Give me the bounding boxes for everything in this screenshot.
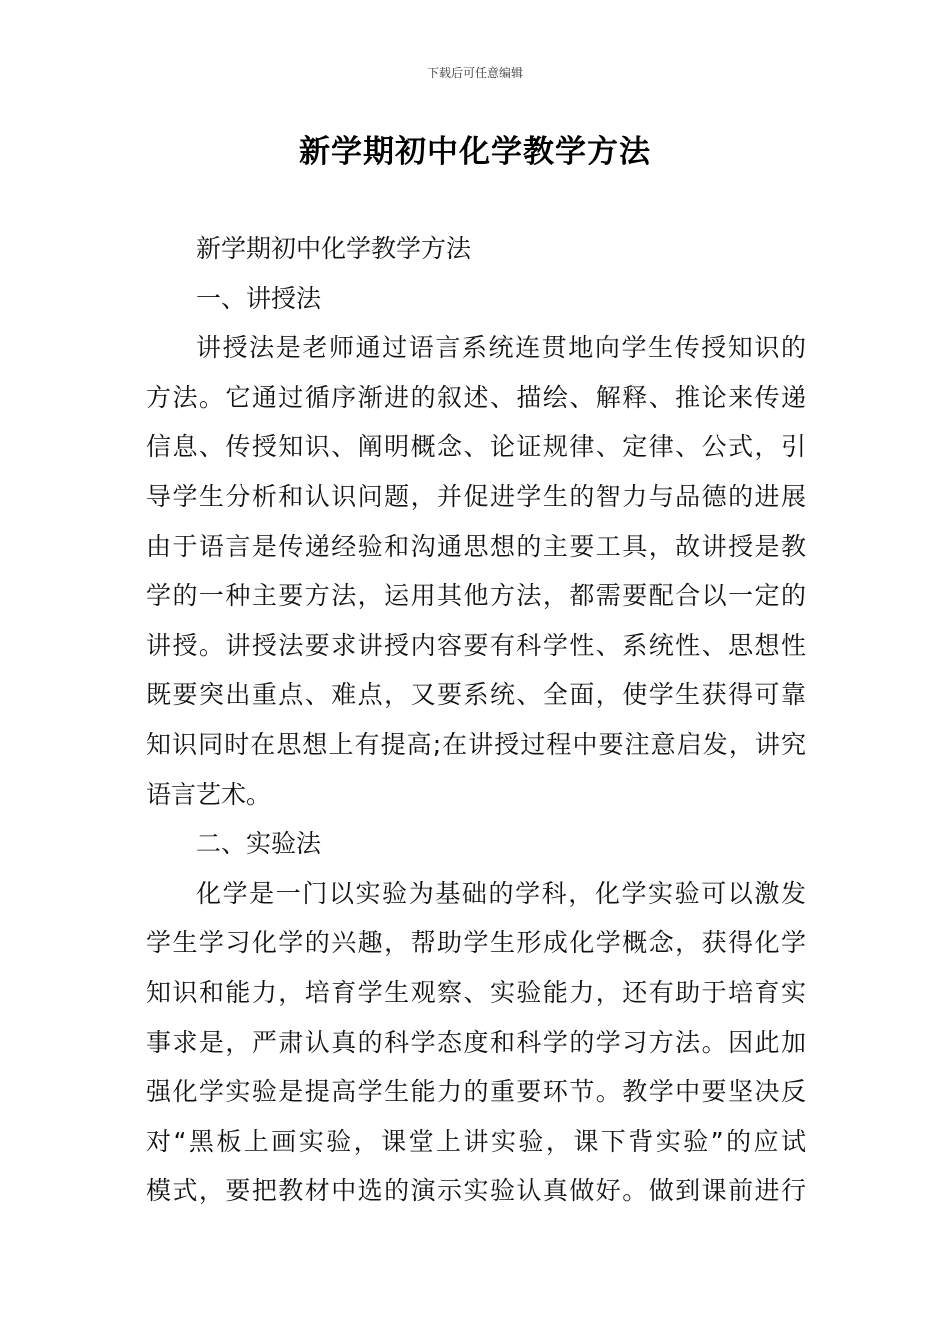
body-line: 学的一种主要方法，运用其他方法，都需要配合以一定的 [146,581,806,611]
body-line: 讲授法是老师通过语言系统连贯地向学生传授知识的 [196,333,806,363]
body-line: 知识和能力，培育学生观察、实验能力，还有助于培育实 [146,977,806,1007]
body-line: 对“黑板上画实验，课堂上讲实验，课下背实验”的应试 [146,1126,806,1156]
body-line: 讲授。讲授法要求讲授内容要有科学性、系统性、思想性 [146,630,806,660]
document-title: 新学期初中化学教学方法 [299,134,651,170]
body-line: 知识同时在思想上有提高;在讲授过程中要注意启发，讲究 [146,729,806,759]
body-line: 新学期初中化学教学方法 [196,234,472,263]
body-line: 由于语言是传递经验和沟通思想的主要工具，故讲授是教 [146,531,806,561]
body-line: 语言艺术。 [146,779,272,809]
body-line: 模式，要把教材中选的演示实验认真做好。做到课前进行 [146,1176,806,1206]
document-body [146,224,806,1216]
body-line: 化学是一门以实验为基础的学科，化学实验可以激发 [196,878,806,908]
body-line: 既要突出重点、难点，又要系统、全面，使学生获得可靠 [146,680,806,710]
body-line: 事求是，严肃认真的科学态度和科学的学习方法。因此加 [146,1027,806,1057]
header-note: 下载后可任意编辑 [426,66,523,80]
body-line: 二、实验法 [196,829,322,859]
body-line: 强化学实验是提高学生能力的重要环节。教学中要坚决反 [146,1077,806,1107]
body-line: 一、讲授法 [196,283,322,313]
body-line: 方法。它通过循序渐进的叙述、描绘、解释、推论来传递 [146,382,806,412]
body-line: 学生学习化学的兴趣，帮助学生形成化学概念，获得化学 [146,928,806,958]
body-line: 导学生分析和认识问题，并促进学生的智力与品德的进展 [146,481,806,511]
body-line: 信息、传授知识、阐明概念、论证规律、定律、公式，引 [146,432,806,462]
